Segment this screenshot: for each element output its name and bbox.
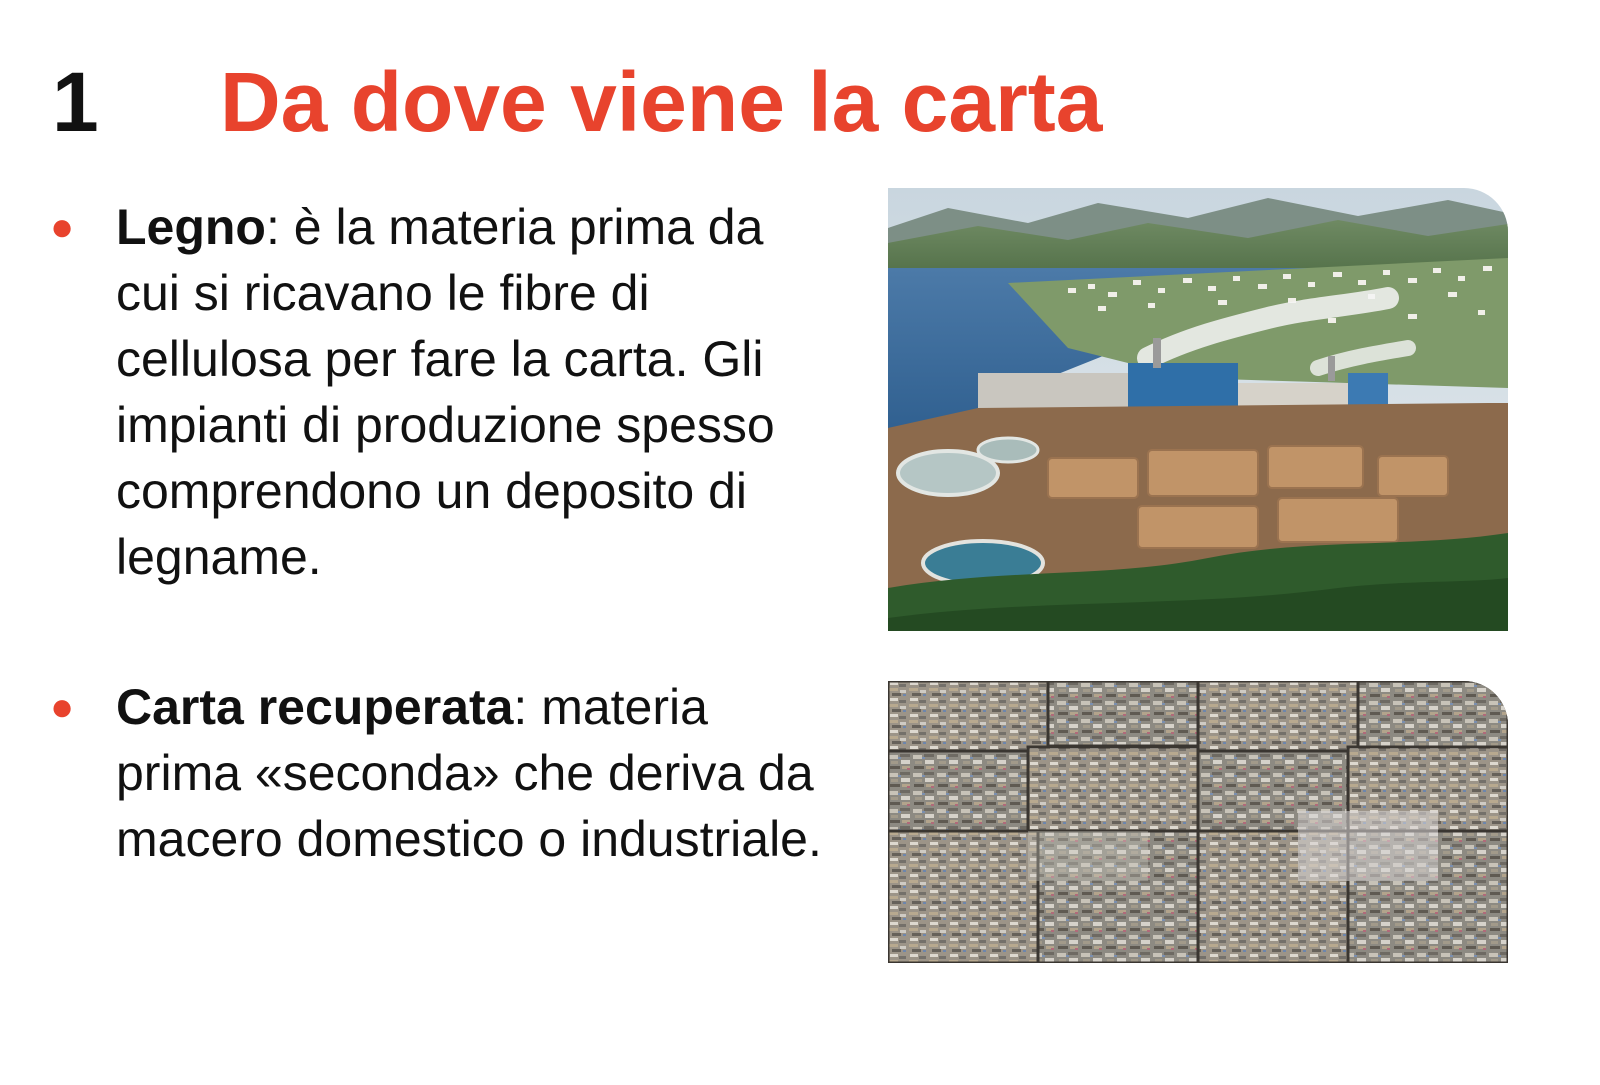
bullet-term: Carta recuperata: [116, 679, 514, 735]
bullet-dot: ●: [50, 205, 75, 249]
slide-title: Da dove viene la carta: [220, 55, 1103, 149]
bullet-dot: ●: [50, 685, 75, 729]
bullet-description: : è la materia prima da cui si ricavano le fibre di cellulosa per fare la carta. Gli impianti di produzione spesso comprendono un deposito di legname.: [116, 199, 775, 585]
bullet-item-carta-recuperata: [50, 674, 840, 872]
paper-mill-photo: [888, 188, 1508, 631]
bullet-term: Legno: [116, 199, 266, 255]
bullet-description: : materia prima «seconda» che deriva da macero domestico o industriale.: [116, 679, 822, 867]
slide-number: 1: [52, 55, 99, 149]
bullet-text: [116, 194, 840, 590]
paper-bales-illustration: [888, 681, 1508, 963]
paper-mill-illustration: [888, 188, 1508, 631]
bullet-text: [116, 674, 840, 872]
bullet-item-legno: [50, 194, 840, 590]
paper-bales-photo: [888, 681, 1508, 963]
